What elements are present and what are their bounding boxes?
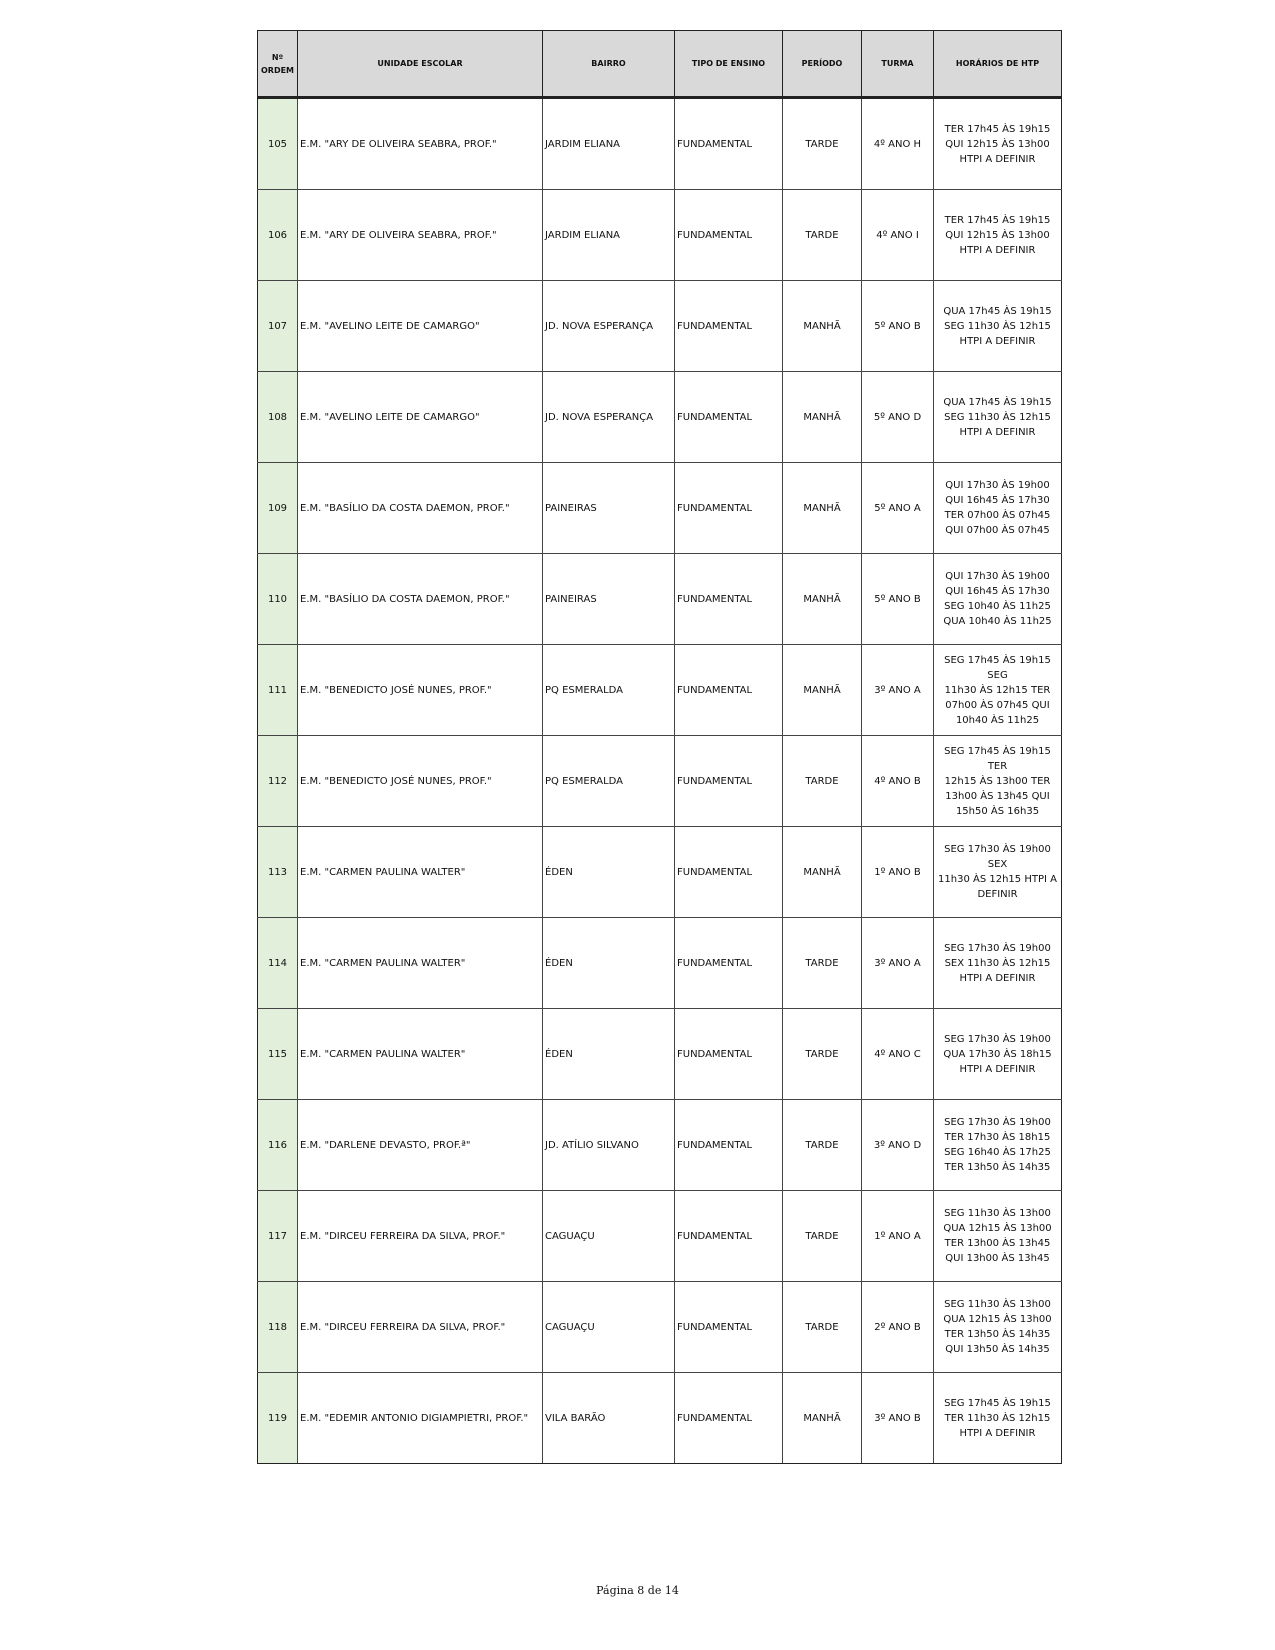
- cell-bairro: PQ ESMERALDA: [543, 645, 675, 736]
- cell-unidade-escolar: E.M. "DARLENE DEVASTO, PROF.ª": [298, 1100, 543, 1191]
- table-row: [258, 554, 1062, 645]
- cell-unidade-escolar: E.M. "ARY DE OLIVEIRA SEABRA, PROF.": [298, 190, 543, 281]
- cell-ordem: 115: [258, 1009, 298, 1100]
- cell-turma: 3º ANO D: [862, 1100, 934, 1191]
- table-row: [258, 463, 1062, 554]
- cell-periodo: MANHÃ: [783, 281, 862, 372]
- table-row: [258, 1373, 1062, 1464]
- cell-tipo-de-ensino: FUNDAMENTAL: [675, 645, 783, 736]
- cell-bairro: ÉDEN: [543, 918, 675, 1009]
- table-row: [258, 372, 1062, 463]
- cell-unidade-escolar: E.M. "EDEMIR ANTONIO DIGIAMPIETRI, PROF.": [298, 1373, 543, 1464]
- cell-ordem: 106: [258, 190, 298, 281]
- cell-bairro: JARDIM ELIANA: [543, 190, 675, 281]
- cell-turma: 4º ANO B: [862, 736, 934, 827]
- cell-unidade-escolar: E.M. "AVELINO LEITE DE CAMARGO": [298, 372, 543, 463]
- cell-horarios-htp: TER 17h45 ÀS 19h15 QUI 12h15 ÀS 13h00 HTPI A DEFINIR: [934, 98, 1062, 190]
- cell-ordem: 116: [258, 1100, 298, 1191]
- htp-schedule-table: [257, 30, 1062, 1464]
- cell-periodo: TARDE: [783, 1100, 862, 1191]
- cell-turma: 4º ANO H: [862, 98, 934, 190]
- cell-horarios-htp: SEG 17h45 ÀS 19h15 SEG 11h30 ÀS 12h15 TER 07h00 ÀS 07h45 QUI 10h40 ÀS 11h25: [934, 645, 1062, 736]
- cell-tipo-de-ensino: FUNDAMENTAL: [675, 190, 783, 281]
- cell-unidade-escolar: E.M. "BENEDICTO JOSÉ NUNES, PROF.": [298, 736, 543, 827]
- table-row: [258, 918, 1062, 1009]
- cell-bairro: PAINEIRAS: [543, 463, 675, 554]
- cell-ordem: 119: [258, 1373, 298, 1464]
- cell-periodo: TARDE: [783, 190, 862, 281]
- cell-tipo-de-ensino: FUNDAMENTAL: [675, 1100, 783, 1191]
- cell-bairro: ÉDEN: [543, 1009, 675, 1100]
- cell-unidade-escolar: E.M. "DIRCEU FERREIRA DA SILVA, PROF.": [298, 1191, 543, 1282]
- cell-bairro: JARDIM ELIANA: [543, 98, 675, 190]
- table-row: [258, 1191, 1062, 1282]
- cell-bairro: JD. NOVA ESPERANÇA: [543, 372, 675, 463]
- cell-horarios-htp: SEG 17h30 ÀS 19h00 SEX 11h30 ÀS 12h15 HTPI A DEFINIR: [934, 827, 1062, 918]
- cell-bairro: JD. NOVA ESPERANÇA: [543, 281, 675, 372]
- cell-tipo-de-ensino: FUNDAMENTAL: [675, 372, 783, 463]
- cell-unidade-escolar: E.M. "CARMEN PAULINA WALTER": [298, 918, 543, 1009]
- cell-ordem: 118: [258, 1282, 298, 1373]
- cell-bairro: JD. ATÍLIO SILVANO: [543, 1100, 675, 1191]
- cell-tipo-de-ensino: FUNDAMENTAL: [675, 463, 783, 554]
- cell-tipo-de-ensino: FUNDAMENTAL: [675, 1009, 783, 1100]
- cell-turma: 3º ANO A: [862, 645, 934, 736]
- table-row: [258, 736, 1062, 827]
- cell-ordem: 113: [258, 827, 298, 918]
- cell-periodo: TARDE: [783, 736, 862, 827]
- cell-horarios-htp: SEG 17h30 ÀS 19h00 SEX 11h30 ÀS 12h15 HTPI A DEFINIR: [934, 918, 1062, 1009]
- cell-periodo: MANHÃ: [783, 827, 862, 918]
- table-row: [258, 281, 1062, 372]
- cell-periodo: TARDE: [783, 1282, 862, 1373]
- cell-unidade-escolar: E.M. "BASÍLIO DA COSTA DAEMON, PROF.": [298, 463, 543, 554]
- cell-horarios-htp: SEG 17h30 ÀS 19h00 QUA 17h30 ÀS 18h15 HTPI A DEFINIR: [934, 1009, 1062, 1100]
- cell-horarios-htp: SEG 17h30 ÀS 19h00 TER 17h30 ÀS 18h15 SEG 16h40 ÀS 17h25 TER 13h50 ÀS 14h35: [934, 1100, 1062, 1191]
- cell-tipo-de-ensino: FUNDAMENTAL: [675, 281, 783, 372]
- header-periodo: PERÍODO: [783, 31, 862, 98]
- cell-unidade-escolar: E.M. "BENEDICTO JOSÉ NUNES, PROF.": [298, 645, 543, 736]
- cell-turma: 3º ANO A: [862, 918, 934, 1009]
- header-row: [258, 31, 1062, 98]
- cell-bairro: VILA BARÃO: [543, 1373, 675, 1464]
- table-row: [258, 1282, 1062, 1373]
- cell-ordem: 114: [258, 918, 298, 1009]
- cell-turma: 4º ANO C: [862, 1009, 934, 1100]
- cell-horarios-htp: SEG 17h45 ÀS 19h15 TER 12h15 ÀS 13h00 TER 13h00 ÀS 13h45 QUI 15h50 ÀS 16h35: [934, 736, 1062, 827]
- cell-periodo: MANHÃ: [783, 463, 862, 554]
- cell-turma: 1º ANO A: [862, 1191, 934, 1282]
- cell-periodo: TARDE: [783, 1009, 862, 1100]
- cell-horarios-htp: QUA 17h45 ÀS 19h15 SEG 11h30 ÀS 12h15 HTPI A DEFINIR: [934, 372, 1062, 463]
- cell-unidade-escolar: E.M. "CARMEN PAULINA WALTER": [298, 1009, 543, 1100]
- table-row: [258, 1100, 1062, 1191]
- cell-unidade-escolar: E.M. "AVELINO LEITE DE CAMARGO": [298, 281, 543, 372]
- htp-schedule-sheet: [257, 30, 1061, 1464]
- cell-horarios-htp: SEG 11h30 ÀS 13h00 QUA 12h15 ÀS 13h00 TER 13h00 ÀS 13h45 QUI 13h00 ÀS 13h45: [934, 1191, 1062, 1282]
- cell-turma: 3º ANO B: [862, 1373, 934, 1464]
- cell-turma: 5º ANO B: [862, 281, 934, 372]
- cell-tipo-de-ensino: FUNDAMENTAL: [675, 736, 783, 827]
- cell-tipo-de-ensino: FUNDAMENTAL: [675, 1191, 783, 1282]
- cell-ordem: 109: [258, 463, 298, 554]
- cell-periodo: MANHÃ: [783, 1373, 862, 1464]
- cell-tipo-de-ensino: FUNDAMENTAL: [675, 98, 783, 190]
- cell-turma: 2º ANO B: [862, 1282, 934, 1373]
- cell-bairro: PQ ESMERALDA: [543, 736, 675, 827]
- cell-bairro: CAGUAÇU: [543, 1191, 675, 1282]
- header-tipo-de-ensino: TIPO DE ENSINO: [675, 31, 783, 98]
- cell-turma: 5º ANO B: [862, 554, 934, 645]
- table-row: [258, 98, 1062, 190]
- cell-bairro: ÉDEN: [543, 827, 675, 918]
- cell-periodo: TARDE: [783, 98, 862, 190]
- cell-periodo: MANHÃ: [783, 554, 862, 645]
- cell-periodo: TARDE: [783, 1191, 862, 1282]
- table-body: [258, 98, 1062, 1464]
- header-turma: TURMA: [862, 31, 934, 98]
- cell-horarios-htp: QUI 17h30 ÀS 19h00 QUI 16h45 ÀS 17h30 TER 07h00 ÀS 07h45 QUI 07h00 ÀS 07h45: [934, 463, 1062, 554]
- table-row: [258, 645, 1062, 736]
- cell-unidade-escolar: E.M. "BASÍLIO DA COSTA DAEMON, PROF.": [298, 554, 543, 645]
- table-row: [258, 1009, 1062, 1100]
- cell-turma: 4º ANO I: [862, 190, 934, 281]
- cell-ordem: 111: [258, 645, 298, 736]
- header-bairro: BAIRRO: [543, 31, 675, 98]
- cell-tipo-de-ensino: FUNDAMENTAL: [675, 827, 783, 918]
- cell-ordem: 117: [258, 1191, 298, 1282]
- cell-ordem: 105: [258, 98, 298, 190]
- cell-bairro: PAINEIRAS: [543, 554, 675, 645]
- cell-periodo: MANHÃ: [783, 645, 862, 736]
- cell-tipo-de-ensino: FUNDAMENTAL: [675, 554, 783, 645]
- cell-periodo: MANHÃ: [783, 372, 862, 463]
- cell-turma: 5º ANO D: [862, 372, 934, 463]
- cell-ordem: 108: [258, 372, 298, 463]
- cell-turma: 1º ANO B: [862, 827, 934, 918]
- cell-horarios-htp: TER 17h45 ÀS 19h15 QUI 12h15 ÀS 13h00 HTPI A DEFINIR: [934, 190, 1062, 281]
- cell-tipo-de-ensino: FUNDAMENTAL: [675, 1373, 783, 1464]
- header-ordem: Nº ORDEM: [258, 31, 298, 98]
- header-horarios-htp: HORÁRIOS DE HTP: [934, 31, 1062, 98]
- cell-tipo-de-ensino: FUNDAMENTAL: [675, 1282, 783, 1373]
- cell-ordem: 110: [258, 554, 298, 645]
- table-header: [258, 31, 1062, 98]
- cell-unidade-escolar: E.M. "CARMEN PAULINA WALTER": [298, 827, 543, 918]
- page-number: Página 8 de 14: [596, 1584, 679, 1597]
- cell-horarios-htp: QUA 17h45 ÀS 19h15 SEG 11h30 ÀS 12h15 HTPI A DEFINIR: [934, 281, 1062, 372]
- cell-unidade-escolar: E.M. "DIRCEU FERREIRA DA SILVA, PROF.": [298, 1282, 543, 1373]
- cell-horarios-htp: SEG 17h45 ÀS 19h15 TER 11h30 ÀS 12h15 HTPI A DEFINIR: [934, 1373, 1062, 1464]
- table-row: [258, 190, 1062, 281]
- cell-periodo: TARDE: [783, 918, 862, 1009]
- cell-turma: 5º ANO A: [862, 463, 934, 554]
- cell-ordem: 107: [258, 281, 298, 372]
- header-unidade-escolar: UNIDADE ESCOLAR: [298, 31, 543, 98]
- cell-bairro: CAGUAÇU: [543, 1282, 675, 1373]
- cell-tipo-de-ensino: FUNDAMENTAL: [675, 918, 783, 1009]
- cell-ordem: 112: [258, 736, 298, 827]
- cell-horarios-htp: SEG 11h30 ÀS 13h00 QUA 12h15 ÀS 13h00 TER 13h50 ÀS 14h35 QUI 13h50 ÀS 14h35: [934, 1282, 1062, 1373]
- cell-horarios-htp: QUI 17h30 ÀS 19h00 QUI 16h45 ÀS 17h30 SEG 10h40 ÀS 11h25 QUA 10h40 ÀS 11h25: [934, 554, 1062, 645]
- cell-unidade-escolar: E.M. "ARY DE OLIVEIRA SEABRA, PROF.": [298, 98, 543, 190]
- table-row: [258, 827, 1062, 918]
